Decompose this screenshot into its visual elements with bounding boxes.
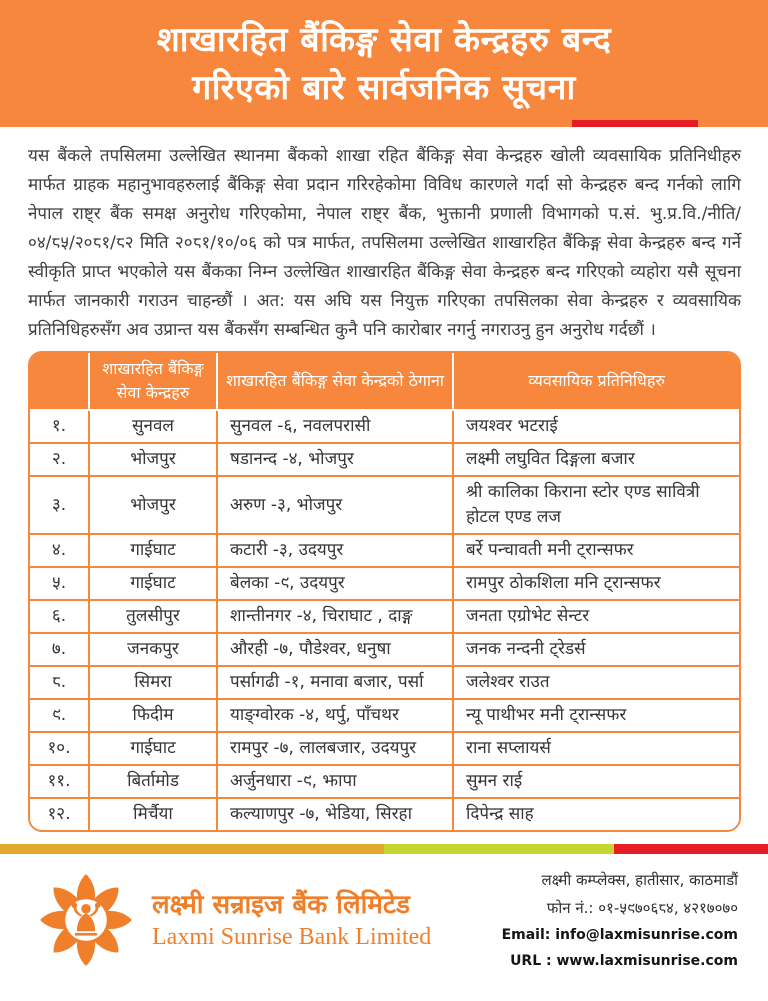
- row-address: याङ्ग्वोरक -४, थर्पु, पाँचथर: [218, 698, 454, 731]
- row-agent: राना सप्लायर्स: [454, 731, 739, 764]
- col-header-serial: [30, 353, 90, 411]
- row-center-name: जनकपुर: [90, 632, 218, 665]
- row-agent: जयश्वर भटराई: [454, 411, 739, 442]
- centers-table-body: [30, 411, 739, 830]
- table-row: [30, 731, 739, 764]
- row-agent: जनता एग्रोभेट सेन्टर: [454, 599, 739, 632]
- row-serial: ७.: [30, 632, 90, 665]
- row-center-name: सिमरा: [90, 665, 218, 698]
- centers-table-container: [28, 351, 741, 832]
- row-address: षडानन्द -४, भोजपुर: [218, 442, 454, 475]
- row-agent: श्री कालिका किराना स्टोर एण्ड सावित्री होटल एण्ड लज: [454, 475, 739, 533]
- header-red-accent-bar: [572, 120, 698, 127]
- row-address: बेलका -९, उदयपुर: [218, 566, 454, 599]
- row-center-name: भोजपुर: [90, 442, 218, 475]
- row-center-name: गाईघाट: [90, 566, 218, 599]
- row-agent: न्यू पाथीभर मनी ट्रान्सफर: [454, 698, 739, 731]
- row-serial: ५.: [30, 566, 90, 599]
- row-address: शान्तीनगर -४, चिराघाट , दाङ्ग: [218, 599, 454, 632]
- col-header-address: शाखारहित बैंकिङ्ग सेवा केन्द्रको ठेगाना: [218, 353, 454, 411]
- bank-name-block: [152, 888, 431, 952]
- row-serial: ११.: [30, 764, 90, 797]
- row-address: कटारी -३, उदयपुर: [218, 533, 454, 566]
- table-row: [30, 632, 739, 665]
- row-center-name: मिर्चैया: [90, 797, 218, 830]
- table-row: [30, 411, 739, 442]
- row-agent: लक्ष्मी लघुवित दिङ्गला बजार: [454, 442, 739, 475]
- row-serial: ३.: [30, 475, 90, 533]
- row-agent: बर्रे पन्चावती मनी ट्रान्सफर: [454, 533, 739, 566]
- stripe-green-segment: [384, 844, 614, 854]
- table-row: [30, 442, 739, 475]
- row-serial: २.: [30, 442, 90, 475]
- row-address: कल्याणपुर -७, भेडिया, सिरहा: [218, 797, 454, 830]
- bank-name-english: Laxmi Sunrise Bank Limited: [152, 924, 432, 950]
- footer: [0, 866, 768, 974]
- row-center-name: सुनवल: [90, 411, 218, 442]
- col-header-center: शाखारहित बैंकिङ्ग सेवा केन्द्रहरु: [90, 353, 218, 411]
- row-agent: जलेश्वर राउत: [454, 665, 739, 698]
- laxmi-lotus-logo-icon: [34, 868, 138, 972]
- table-header-row: [30, 353, 739, 411]
- notice-title-line1: शाखारहित बैंकिङ्ग सेवा केन्द्रहरु बन्द: [156, 19, 612, 60]
- table-row: [30, 665, 739, 698]
- row-serial: १.: [30, 411, 90, 442]
- row-serial: ९.: [30, 698, 90, 731]
- row-address: रामपुर -७, लालबजार, उदयपुर: [218, 731, 454, 764]
- footer-phone: फोन नं.: ०१-५९७०६८४, ४२१७०७०: [546, 899, 738, 917]
- footer-email: Email: info@laxmisunrise.com: [501, 927, 738, 943]
- table-row: [30, 566, 739, 599]
- table-row: [30, 698, 739, 731]
- row-agent: सुमन राई: [454, 764, 739, 797]
- notice-body-paragraph: यस बैंकले तपसिलमा उल्लेखित स्थानमा बैंकको शाखा रहित बैंकिङ्ग सेवा केन्द्रहरु खोली व्यवसायिक प्रतिनिधीहरु मार्फत ग्राहक महानुभावहरुलाई बैंकिङ्ग सेवा प्रदान गरिरहेकोमा विविध कारणले गर्दा सो केन्द्रहरु बन्द गर्नको लागि नेपाल राष्ट्र बैंक समक्ष अनुरोध गरिएकोमा, नेपाल राष्ट्र बैंक, भुक्तानी प्रणाली विभागको प.सं. भु.प्र.वि./नीति/०४/८५/२०८१/८२ मिति २०८१/१०/०६ को पत्र मार्फत, तपसिलमा उल्लेखित शाखारहित बैंकिङ्ग सेवा केन्द्रहरु बन्द गर्ने स्वीकृति प्राप्त भएकोले यस बैंकका निम्न उल्लेखित शाखारहित बैंकिङ्ग सेवा केन्द्रहरु बन्द गरिएको व्यहोरा यसै सूचना मार्फत जानकारी गराउन चाहन्छौं । अत: यस अघि यस नियुक्त गरिएका तपसिलका सेवा केन्द्रहरु र व्यवसायिक प्रतिनिधिहरुसँग अव उप्रान्त यस बैंकसँग सम्बन्धित कुनै पनि कारोबार नगर्नु नगराउनु हुन अनुरोध गर्दछौं ।: [28, 146, 741, 340]
- stripe-gold-segment: [0, 844, 384, 854]
- table-row: [30, 599, 739, 632]
- bank-name-nepali: लक्ष्मी सन्राइज बैंक लिमिटेड: [152, 890, 410, 920]
- row-serial: ४.: [30, 533, 90, 566]
- footer-address: लक्ष्मी कम्प्लेक्स, हातीसार, काठमाडौं: [541, 871, 738, 889]
- row-center-name: फिदीम: [90, 698, 218, 731]
- table-row: [30, 533, 739, 566]
- bank-brand-block: [34, 868, 431, 972]
- row-agent: दिपेन्द्र साह: [454, 797, 739, 830]
- notice-title-line2: गरिएको बारे सार्वजनिक सूचना: [192, 67, 576, 108]
- stripe-red-segment: [614, 844, 768, 854]
- row-address: सुनवल -६, नवलपरासी: [218, 411, 454, 442]
- row-address: अरुण -३, भोजपुर: [218, 475, 454, 533]
- row-center-name: तुलसीपुर: [90, 599, 218, 632]
- row-agent: रामपुर ठोकशिला मनि ट्रान्सफर: [454, 566, 739, 599]
- table-row: [30, 475, 739, 533]
- table-row: [30, 764, 739, 797]
- footer-contact-block: [502, 866, 738, 974]
- table-row: [30, 797, 739, 830]
- row-serial: ८.: [30, 665, 90, 698]
- row-serial: ६.: [30, 599, 90, 632]
- row-address: औरही -७, पौडेश्वर, धनुषा: [218, 632, 454, 665]
- row-center-name: गाईघाट: [90, 731, 218, 764]
- row-center-name: बिर्तामोड: [90, 764, 218, 797]
- row-address: अर्जुनधारा -९, झापा: [218, 764, 454, 797]
- row-center-name: गाईघाट: [90, 533, 218, 566]
- row-serial: १२.: [30, 797, 90, 830]
- footer-tricolor-stripe: [0, 844, 768, 854]
- notice-header: [0, 0, 768, 127]
- row-center-name: भोजपुर: [90, 475, 218, 533]
- row-serial: १०.: [30, 731, 90, 764]
- col-header-agent: व्यवसायिक प्रतिनिधिहरु: [454, 353, 739, 411]
- footer-url: URL : www.laxmisunrise.com: [510, 953, 738, 969]
- row-agent: जनक नन्दनी ट्रेडर्स: [454, 632, 739, 665]
- centers-table: [30, 353, 739, 830]
- row-address: पर्सागढी -१, मनावा बजार, पर्सा: [218, 665, 454, 698]
